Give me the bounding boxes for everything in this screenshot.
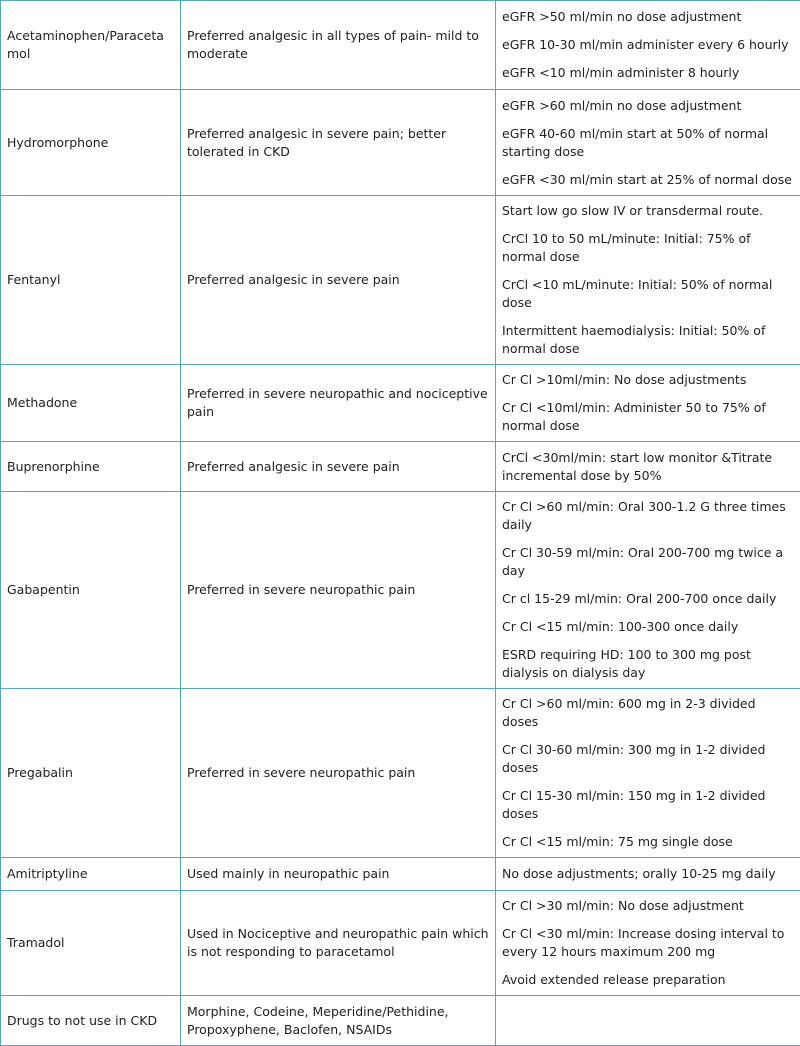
dosing-line: Cr Cl <10ml/min: Administer 50 to 75% of normal dose bbox=[502, 399, 794, 435]
table-row bbox=[1, 90, 800, 196]
dosing-cell bbox=[496, 442, 800, 492]
table-row bbox=[1, 1, 800, 90]
dosing-line: Cr Cl <15 ml/min: 75 mg single dose bbox=[502, 833, 794, 851]
dosing-line: eGFR <30 ml/min start at 25% of normal dose bbox=[502, 171, 794, 189]
dosing-line: Cr Cl <30 ml/min: Increase dosing interval to every 12 hours maximum 200 mg bbox=[502, 925, 794, 961]
dosing-line: eGFR <10 ml/min administer 8 hourly bbox=[502, 64, 794, 82]
drug-name-cell: Acetaminophen/Paracetamol bbox=[1, 1, 181, 90]
dosing-line: Cr Cl >60 ml/min: 600 mg in 2-3 divided doses bbox=[502, 695, 794, 731]
indication-cell: Preferred analgesic in severe pain bbox=[181, 442, 496, 492]
dosing-cell bbox=[496, 1, 800, 90]
dosing-line: No dose adjustments; orally 10-25 mg daily bbox=[502, 865, 794, 883]
dosing-line: Cr Cl >60 ml/min: Oral 300-1.2 G three times daily bbox=[502, 498, 794, 534]
dosing-cell bbox=[496, 196, 800, 365]
dosing-line: Cr cl 15-29 ml/min: Oral 200-700 once daily bbox=[502, 590, 794, 608]
dosing-line: CrCl <30ml/min: start low monitor &Titrate incremental dose by 50% bbox=[502, 449, 794, 485]
indication-cell: Preferred analgesic in severe pain bbox=[181, 196, 496, 365]
dosing-line: CrCl <10 mL/minute: Initial: 50% of normal dose bbox=[502, 276, 794, 312]
dosing-line: Cr Cl 30-60 ml/min: 300 mg in 1-2 divided doses bbox=[502, 741, 794, 777]
drug-name-cell: Methadone bbox=[1, 365, 181, 442]
table-row bbox=[1, 996, 800, 1046]
indication-cell: Preferred analgesic in severe pain; better tolerated in CKD bbox=[181, 90, 496, 196]
dosing-cell bbox=[496, 492, 800, 689]
dosing-line: Intermittent haemodialysis: Initial: 50% of normal dose bbox=[502, 322, 794, 358]
dosing-line: Cr Cl 15-30 ml/min: 150 mg in 1-2 divided doses bbox=[502, 787, 794, 823]
dosing-line: eGFR >50 ml/min no dose adjustment bbox=[502, 8, 794, 26]
table-row bbox=[1, 891, 800, 996]
indication-cell: Used mainly in neuropathic pain bbox=[181, 858, 496, 891]
table-row bbox=[1, 492, 800, 689]
dosing-line: Start low go slow IV or transdermal route. bbox=[502, 202, 794, 220]
dosing-cell bbox=[496, 365, 800, 442]
dosing-cell bbox=[496, 90, 800, 196]
drug-name-cell: Amitriptyline bbox=[1, 858, 181, 891]
dosing-line: CrCl 10 to 50 mL/minute: Initial: 75% of normal dose bbox=[502, 230, 794, 266]
dosing-line: eGFR 40-60 ml/min start at 50% of normal starting dose bbox=[502, 125, 794, 161]
indication-cell: Morphine, Codeine, Meperidine/Pethidine, Propoxyphene, Baclofen, NSAIDs bbox=[181, 996, 496, 1046]
dosing-cell bbox=[496, 891, 800, 996]
indication-cell: Preferred in severe neuropathic pain bbox=[181, 689, 496, 858]
drug-name-cell: Drugs to not use in CKD bbox=[1, 996, 181, 1046]
dosing-line: eGFR 10-30 ml/min administer every 6 hourly bbox=[502, 36, 794, 54]
dosing-line: Cr Cl >10ml/min: No dose adjustments bbox=[502, 371, 794, 389]
drug-name-cell: Buprenorphine bbox=[1, 442, 181, 492]
dosing-cell bbox=[496, 996, 800, 1046]
table-row bbox=[1, 442, 800, 492]
drug-name-cell: Pregabalin bbox=[1, 689, 181, 858]
drug-name-cell: Tramadol bbox=[1, 891, 181, 996]
table-row bbox=[1, 858, 800, 891]
dosing-line: eGFR >60 ml/min no dose adjustment bbox=[502, 97, 794, 115]
drug-name-cell: Fentanyl bbox=[1, 196, 181, 365]
table-row bbox=[1, 689, 800, 858]
drug-name-cell: Hydromorphone bbox=[1, 90, 181, 196]
table-row bbox=[1, 196, 800, 365]
dosing-cell bbox=[496, 858, 800, 891]
dosing-line: Cr Cl <15 ml/min: 100-300 once daily bbox=[502, 618, 794, 636]
indication-cell: Preferred analgesic in all types of pain- mild to moderate bbox=[181, 1, 496, 90]
indication-cell: Preferred in severe neuropathic pain bbox=[181, 492, 496, 689]
indication-cell: Preferred in severe neuropathic and nociceptive pain bbox=[181, 365, 496, 442]
dosing-line: Cr Cl 30-59 ml/min: Oral 200-700 mg twice a day bbox=[502, 544, 794, 580]
dosing-line: Avoid extended release preparation bbox=[502, 971, 794, 989]
drug-name-cell: Gabapentin bbox=[1, 492, 181, 689]
table-row bbox=[1, 365, 800, 442]
dosing-cell bbox=[496, 689, 800, 858]
dosing-line: ESRD requiring HD: 100 to 300 mg post dialysis on dialysis day bbox=[502, 646, 794, 682]
indication-cell: Used in Nociceptive and neuropathic pain which is not responding to paracetamol bbox=[181, 891, 496, 996]
dosing-line: Cr Cl >30 ml/min: No dose adjustment bbox=[502, 897, 794, 915]
